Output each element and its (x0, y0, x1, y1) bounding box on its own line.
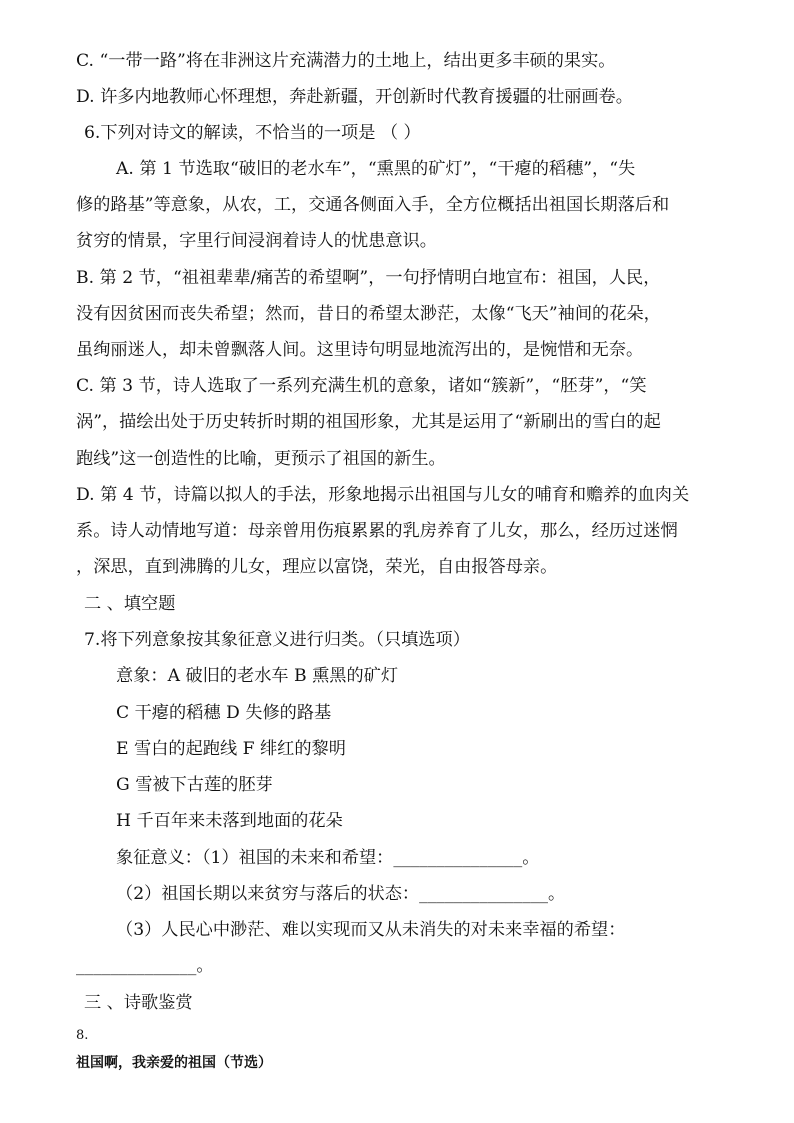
question-6: 6.下列对诗文的解读，不恰当的一项是 （ ） (84, 123, 421, 143)
meaning-2: （2）祖国长期以来贫穷与落后的状态：_______________。 (116, 884, 566, 904)
option-a-line3: 贫穷的情景，字里行间浸润着诗人的忧患意识。 (76, 231, 437, 251)
meaning-1: 象征意义：（1）祖国的未来和希望：_______________。 (116, 848, 540, 868)
imagery-row3: E 雪白的起跑线 F 绯红的黎明 (116, 739, 346, 759)
section-3-heading: 三 、诗歌鉴赏 (84, 993, 193, 1013)
poem-title: 祖国啊，我亲爱的祖国（节选） (76, 1055, 272, 1071)
option-a-line1: A. 第 1 节选取“破旧的老水车”，“熏黑的矿灯”，“干瘪的稻穗”，“失 (116, 159, 636, 179)
option-c-q5: C. “一带一路”将在非洲这片充满潜力的土地上，结出更多丰硕的果实。 (76, 51, 616, 71)
option-c-line2: 涡”，描绘出处于历史转折时期的祖国形象，尤其是运用了“新刷出的雪白的起 (76, 412, 661, 432)
section-2-heading: 二 、填空题 (84, 594, 176, 614)
imagery-row2: C 干瘪的稻穗 D 失修的路基 (116, 703, 332, 723)
imagery-row1: 意象：A 破旧的老水车 B 熏黑的矿灯 (116, 666, 399, 686)
meaning-3-blank: ______________。 (76, 956, 214, 976)
imagery-row4: G 雪被下古莲的胚芽 (116, 775, 273, 795)
option-a-line2: 修的路基”等意象，从农，工，交通各侧面入手，全方位概括出祖国长期落后和 (76, 195, 670, 215)
option-b-line1: B. 第 2 节，“祖祖辈辈/痛苦的希望啊”，一句抒情明白地宣布：祖国，人民， (76, 268, 661, 288)
imagery-row5: H 千百年来未落到地面的花朵 (116, 811, 343, 831)
option-c-line1: C. 第 3 节，诗人选取了一系列充满生机的意象，诸如“簇新”，“胚芽”，“笑 (76, 376, 647, 396)
question-7: 7.将下列意象按其象征意义进行归类。（只填选项） (84, 630, 470, 650)
option-d-line1: D. 第 4 节，诗篇以拟人的手法，形象地揭示出祖国与儿女的哺育和赡养的血肉关 (76, 485, 690, 505)
option-c-line3: 跑线”这一创造性的比喻，更预示了祖国的新生。 (76, 449, 446, 469)
option-d-line2: 系。诗人动情地写道：母亲曾用伤痕累累的乳房养育了儿女，那么，经历过迷惘 (76, 521, 678, 541)
meaning-3: （3）人民心中渺茫、难以实现而又从未消失的对未来幸福的希望： (116, 920, 626, 940)
option-d-line3: ，深思，直到沸腾的儿女，理应以富饶，荣光，自由报答母亲。 (76, 557, 558, 577)
option-b-line2: 没有因贫困而丧失希望；然而，昔日的希望太渺茫，太像“飞天”袖间的花朵， (76, 304, 661, 324)
question-8-number: 8. (76, 1028, 89, 1043)
option-d-q5: D. 许多内地教师心怀理想，奔赴新疆，开创新时代教育援疆的壮丽画卷。 (76, 87, 633, 107)
option-b-line3: 虽绚丽迷人，却未曾飘落人间。这里诗句明显地流泻出的，是惋惜和无奈。 (76, 340, 644, 360)
